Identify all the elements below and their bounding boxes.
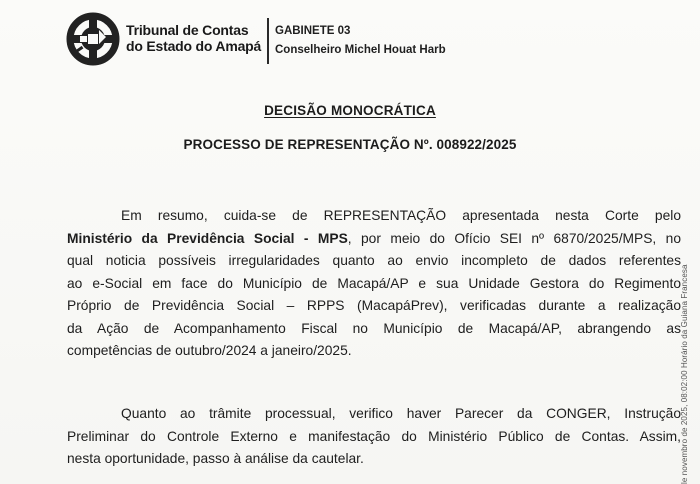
paragraph-line: qual noticia possíveis irregularidades quanto ao envio incompleto de dados referentes <box>67 253 681 268</box>
tce-ap-emblem-icon <box>66 12 120 66</box>
margin-timestamp-stamp: le novembro de 2025, 08:02:00 Horário da Guiana Francesa <box>680 264 689 484</box>
paragraph-line: da Ação de Acompanhamento Fiscal no Município de Macapá/AP, abrangendo as <box>67 320 681 336</box>
paragraph-line: competências de outubro/2024 a janeiro/2025. <box>67 343 352 358</box>
paragraph-line-rest: , por meio do Ofício SEI nº 6870/2025/MPS, no <box>347 230 681 246</box>
paragraph-line <box>67 228 681 251</box>
ministry-name: Ministério da Previdência Social - MPS <box>67 230 348 246</box>
paragraph-line: Próprio de Previdência Social – RPPS (MacapáPrev), verificadas durante a realização <box>67 298 681 313</box>
office-person: Conselheiro Michel Houat Harb <box>275 44 446 56</box>
paragraph-line: Preliminar do Controle Externo e manifestação do Ministério Público de Contas. Assim, <box>67 428 681 444</box>
paragraph-summary <box>67 205 681 363</box>
paragraph-line: Em resumo, cuida-se de REPRESENTAÇÃO apresentada nesta Corte pelo <box>121 208 681 223</box>
paragraph-procedure <box>67 403 681 471</box>
header-divider <box>267 18 269 64</box>
paragraph-line: ao e-Social em face do Município de Macapá/AP e sua Unidade Gestora do Regimento <box>67 275 681 291</box>
process-title: PROCESSO DE REPRESENTAÇÃO Nº. 008922/2025 <box>183 137 517 152</box>
document-title: DECISÃO MONOCRÁTICA <box>264 103 436 118</box>
office-title: GABINETE 03 <box>275 25 351 37</box>
organization-name <box>126 22 261 54</box>
paragraph-line: nesta oportunidade, passo à análise da cautelar. <box>67 451 364 466</box>
organization-name-line2: do Estado do Amapá <box>126 38 262 54</box>
organization-name-line1: Tribunal de Contas <box>126 22 249 38</box>
office-block <box>275 22 446 60</box>
paragraph-line: Quanto ao trâmite processual, verifico haver Parecer da CONGER, Instrução <box>121 406 681 421</box>
